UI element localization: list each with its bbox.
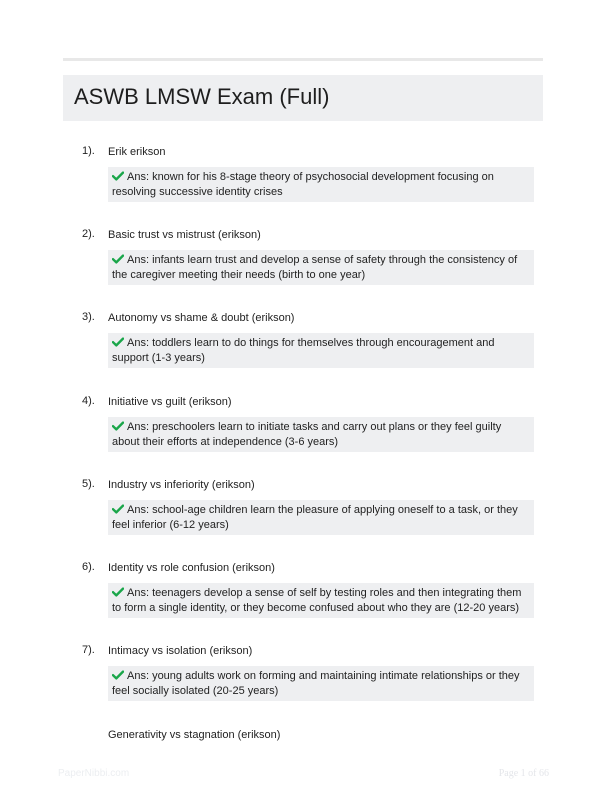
answer-text: Ans: infants learn trust and develop a sense of safety through the consistency of the caregiver meeting their needs (birth to one year) (112, 254, 518, 281)
answer-box (108, 500, 534, 535)
question-text: Autonomy vs shame & doubt (erikson) (108, 312, 295, 324)
answer-box (108, 417, 534, 452)
top-divider (63, 58, 543, 61)
answer-box (108, 583, 534, 618)
question-number: 3). (82, 311, 95, 323)
checkmark-icon (112, 421, 124, 431)
checkmark-icon (112, 587, 124, 597)
question-number: 4). (82, 395, 95, 407)
answer-text: Ans: teenagers develop a sense of self by testing roles and then integrating them to form a single identity, or they become confused about who they are (12-20 years) (112, 587, 522, 614)
answer-box (108, 250, 534, 285)
question-number: 2). (82, 228, 95, 240)
checkmark-icon (112, 254, 124, 264)
answer-text: Ans: toddlers learn to do things for themselves through encouragement and support (1-3 years) (112, 337, 495, 364)
answer-box (108, 666, 534, 701)
question-text: Generativity vs stagnation (erikson) (108, 729, 281, 741)
question-text: Basic trust vs mistrust (erikson) (108, 229, 261, 241)
title-banner (63, 75, 543, 121)
question-text: Initiative vs guilt (erikson) (108, 396, 232, 408)
question-number: 7). (82, 644, 95, 656)
answer-text: Ans: preschoolers learn to initiate tasks and carry out plans or they feel guilty about their efforts at independence (3-6 years) (112, 421, 502, 448)
question-text: Industry vs inferiority (erikson) (108, 479, 255, 491)
answer-text: Ans: school-age children learn the pleasure of applying oneself to a task, or they feel inferior (6-12 years) (112, 504, 518, 531)
question-number: 1). (82, 145, 95, 157)
checkmark-icon (112, 670, 124, 680)
question-text: Erik erikson (108, 146, 166, 158)
question-number: 5). (82, 478, 95, 490)
footer-watermark: PaperNibbi.com (58, 768, 130, 779)
checkmark-icon (112, 504, 124, 514)
page-title: ASWB LMSW Exam (Full) (74, 84, 330, 109)
question-text: Intimacy vs isolation (erikson) (108, 645, 253, 657)
question-text: Identity vs role confusion (erikson) (108, 562, 275, 574)
checkmark-icon (112, 171, 124, 181)
answer-box (108, 333, 534, 368)
answer-text: Ans: young adults work on forming and maintaining intimate relationships or they feel socially isolated (20-25 years) (112, 670, 520, 697)
checkmark-icon (112, 337, 124, 347)
answer-text: Ans: known for his 8-stage theory of psychosocial development focusing on resolving successive identity crises (112, 171, 494, 198)
question-number: 6). (82, 561, 95, 573)
page-number: Page 1 of 66 (498, 768, 549, 779)
answer-box (108, 167, 534, 202)
